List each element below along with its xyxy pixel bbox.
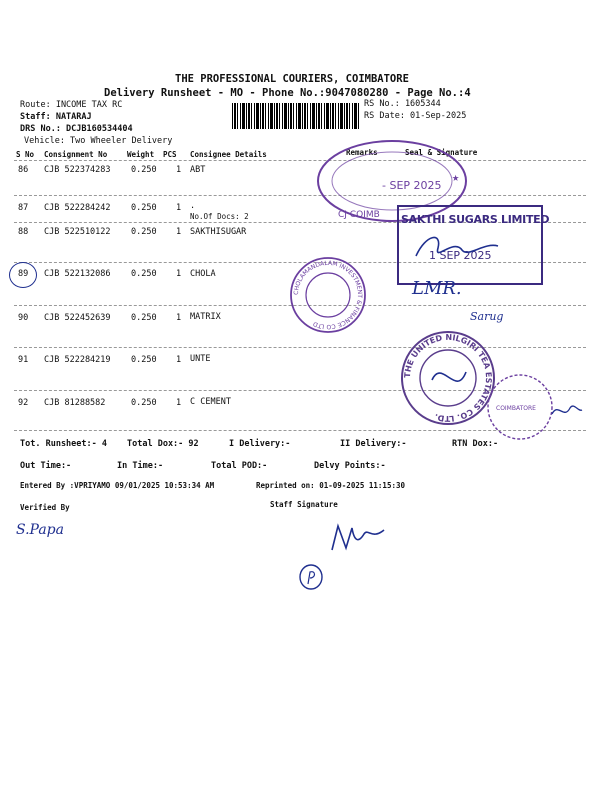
row-weight: 0.250 (131, 269, 157, 279)
row-consignment: CJB 522374283 (44, 165, 111, 175)
sakthi-stamp-name: SAKTHI SUGARS LIMITED (401, 213, 550, 226)
row-consignment: CJB 81288582 (44, 398, 106, 408)
svg-text:THE UNITED NILGIRI TEA ESTATES (403, 333, 493, 423)
reprinted-on: Reprinted on: 01-09-2025 11:15:30 (256, 481, 406, 490)
verified-by: Verified By (20, 503, 70, 512)
nilgiri-stamp (398, 328, 498, 428)
row-pcs: 1 (176, 165, 182, 175)
row-rule (14, 195, 586, 196)
matrix-handwritten: Sarug (470, 310, 504, 323)
svg-text:CHOLAMANDALAM INVESTMENT & FIN (293, 260, 363, 330)
ii-delivery: II Delivery:- (340, 439, 407, 449)
row-sno: 90 (18, 313, 29, 323)
sakthi-handwritten: LMR. (412, 278, 462, 299)
route: Route: INCOME TAX RC (20, 100, 123, 110)
staff-signature: Staff Signature (270, 500, 338, 509)
row-weight: 0.250 (131, 355, 157, 365)
col-weight: Weight (127, 150, 155, 159)
row-weight: 0.250 (131, 313, 157, 323)
vehicle: Vehicle: Two Wheeler Delivery (24, 136, 173, 146)
row-weight: 0.250 (131, 398, 157, 408)
header-rule (14, 160, 586, 161)
staff-signature-mark (328, 520, 388, 556)
row-consignment: CJB 522284242 (44, 203, 111, 213)
chola-stamp (288, 255, 368, 335)
sakthi-stamp-date: 1 SEP 2025 (429, 249, 492, 262)
chola-stamp-text: CHOLAMANDALAM INVESTMENT & FINANCE CO LTD (292, 259, 364, 331)
row-consignment: CJB 522132086 (44, 269, 111, 279)
runsheet-title: Delivery Runsheet - MO - Phone No.:9047080280 - Page No.:4 (104, 87, 471, 99)
total-pod: Total POD:- (211, 461, 268, 471)
col-seal: Seal & Signature (405, 148, 478, 157)
row-consignment: CJB 522284219 (44, 355, 111, 365)
nilgiri-stamp-text: THE UNITED NILGIRI TEA ESTATES CO. LTD. (402, 332, 494, 424)
row-consignee: SAKTHISUGAR (190, 227, 247, 237)
col-sno: S No (16, 150, 35, 159)
i-delivery: I Delivery:- (229, 439, 291, 449)
out-time: Out Time:- (20, 461, 72, 471)
row-pcs: 1 (176, 398, 182, 408)
courier-stamp-city: CJ COIMB (338, 210, 380, 220)
staff: Staff: NATARAJ (20, 112, 92, 122)
drs-no: DRS No.: DCJB160534404 (20, 124, 133, 134)
row-consignee: ABT (190, 165, 206, 175)
row-consignee: C CEMENT (190, 397, 231, 407)
row-consignment: CJB 522510122 (44, 227, 111, 237)
barcode (232, 103, 360, 129)
unte-signature (548, 398, 584, 422)
row-weight: 0.250 (131, 165, 157, 175)
company-title: THE PROFESSIONAL COURIERS, COIMBATORE (175, 73, 409, 85)
rtn-dox: RTN Dox:- (452, 439, 499, 449)
row-pcs: 1 (176, 355, 182, 365)
verified-handwritten: S.Papa (16, 522, 64, 538)
star-icon: ★ (452, 170, 460, 184)
total-dox: Total Dox:- 92 (127, 439, 199, 449)
row-note: No.Of Docs: 2 (190, 212, 249, 221)
tot-runsheet: Tot. Runsheet:- 4 (20, 439, 107, 449)
rs-date: RS Date: 01-Sep-2025 (364, 111, 467, 121)
row-weight: 0.250 (131, 203, 157, 213)
row-consignee: . (190, 201, 196, 211)
row-pcs: 1 (176, 269, 182, 279)
row-sno: 87 (18, 203, 29, 213)
circle-mark (9, 262, 37, 288)
row-consignee: MATRIX (190, 312, 221, 322)
in-time: In Time:- (117, 461, 164, 471)
row-consignee: CHOLA (190, 269, 216, 279)
rs-no: RS No.: 1605344 (364, 99, 441, 109)
row-sno: 92 (18, 398, 29, 408)
row-sno: 88 (18, 227, 29, 237)
col-remarks: Remarks (346, 148, 378, 157)
row-pcs: 1 (176, 227, 182, 237)
delvy-points: Delvy Points:- (314, 461, 386, 471)
row-sno: 89 (18, 269, 29, 279)
col-pcs: PCS (163, 150, 177, 159)
col-consignee: Consignee Details (190, 150, 267, 159)
col-consignment: Consignment No (44, 150, 108, 159)
sakthi-signature (398, 228, 508, 268)
row-pcs: 1 (176, 313, 182, 323)
coimbatore-stamp (484, 372, 556, 442)
entered-by: Entered By :VPRIYAMO 09/01/2025 10:53:34 AM (20, 481, 215, 490)
row-rule (14, 347, 586, 348)
row-sno: 91 (18, 355, 29, 365)
row-sno: 86 (18, 165, 29, 175)
row-consignee: UNTE (190, 354, 211, 364)
initial-mark (296, 562, 326, 592)
coimbatore-stamp-text: COIMBATORE (496, 405, 536, 412)
courier-stamp-date: - SEP 2025 (382, 179, 442, 192)
row-pcs: 1 (176, 203, 182, 213)
row-weight: 0.250 (131, 227, 157, 237)
row-consignment: CJB 522452639 (44, 313, 111, 323)
